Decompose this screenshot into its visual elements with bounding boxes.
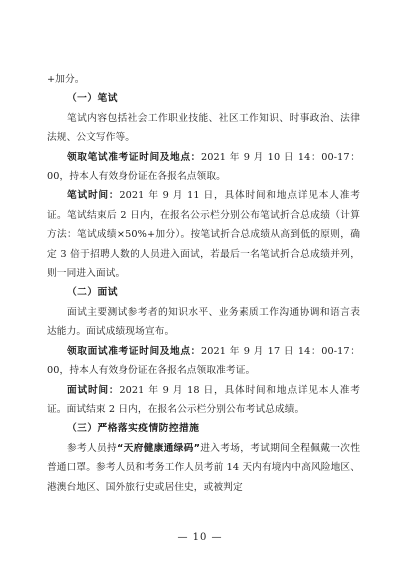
- label-written-ticket: 领取笔试准考证时间及地点：: [67, 151, 201, 163]
- document-body: [47, 70, 360, 497]
- text-epidemic-pre: 参考人员持: [67, 442, 117, 454]
- text-interview-time: 2021 年 9 月 18 日，具体时间和地点详见本人准考证。面试结束 2 日内，在报名公示栏分别公布考试总成绩。: [47, 384, 360, 415]
- text-written-time: 2021 年 9 月 11 日，具体时间和地点详见本人准考证。笔试结束后 2 日内，在报名公示栏分别公布笔试折合总成绩（计算方法：笔试成绩×50%+加分）。按笔试折合总成绩从高到低的原则，确定 3 倍于招聘人数的人员进入面试，若最后一名笔试折合总成绩并列，则一同进入面试。: [47, 190, 360, 280]
- text-interview-ticket: 2021 年 9 月 17 日 14：00-17：00，持本人有效身份证在各报名点领取准考证。: [47, 345, 360, 377]
- paragraph-written-time: [47, 186, 360, 283]
- paragraph-written-ticket: [47, 148, 360, 187]
- section-heading-written-exam: （一）笔试: [67, 93, 118, 105]
- label-interview-time: 面试时间：: [67, 384, 120, 396]
- paragraph-continuation: +加分。: [47, 74, 85, 85]
- label-interview-ticket: 领取面试准考证时间及地点：: [67, 345, 201, 357]
- text-written-ticket: 2021 年 9 月 10 日 14：00-17：00，持本人有效身份证在各报名点领取。: [47, 151, 360, 183]
- text-health-code: “天府健康通绿码”: [116, 442, 201, 454]
- text-epidemic-post: 进入考场，考试期间全程佩戴一次性普通口罩。参考人员和考务工作人员考前 14 天内有境内中高风险地区、港澳台地区、国外旅行史或居住史，或被判定: [47, 442, 361, 493]
- paragraph-epidemic-measures: [47, 439, 360, 497]
- section-heading-interview: （二）面试: [67, 287, 118, 299]
- paragraph-written-content: 笔试内容包括社会工作职业技能、社区工作知识、时事政治、法律法规、公文写作等。: [47, 112, 360, 144]
- paragraph-interview-ticket: [47, 342, 360, 381]
- paragraph-interview-content: 面试主要测试参考者的知识水平、业务素质工作沟通协调和语言表达能力。面试成绩现场宣布。: [47, 306, 360, 338]
- paragraph-interview-time: [47, 381, 360, 420]
- label-written-time: 笔试时间：: [67, 190, 120, 202]
- section-heading-epidemic-control: （三）严格落实疫情防控措施: [67, 423, 200, 435]
- page-number: — 10 —: [177, 532, 223, 543]
